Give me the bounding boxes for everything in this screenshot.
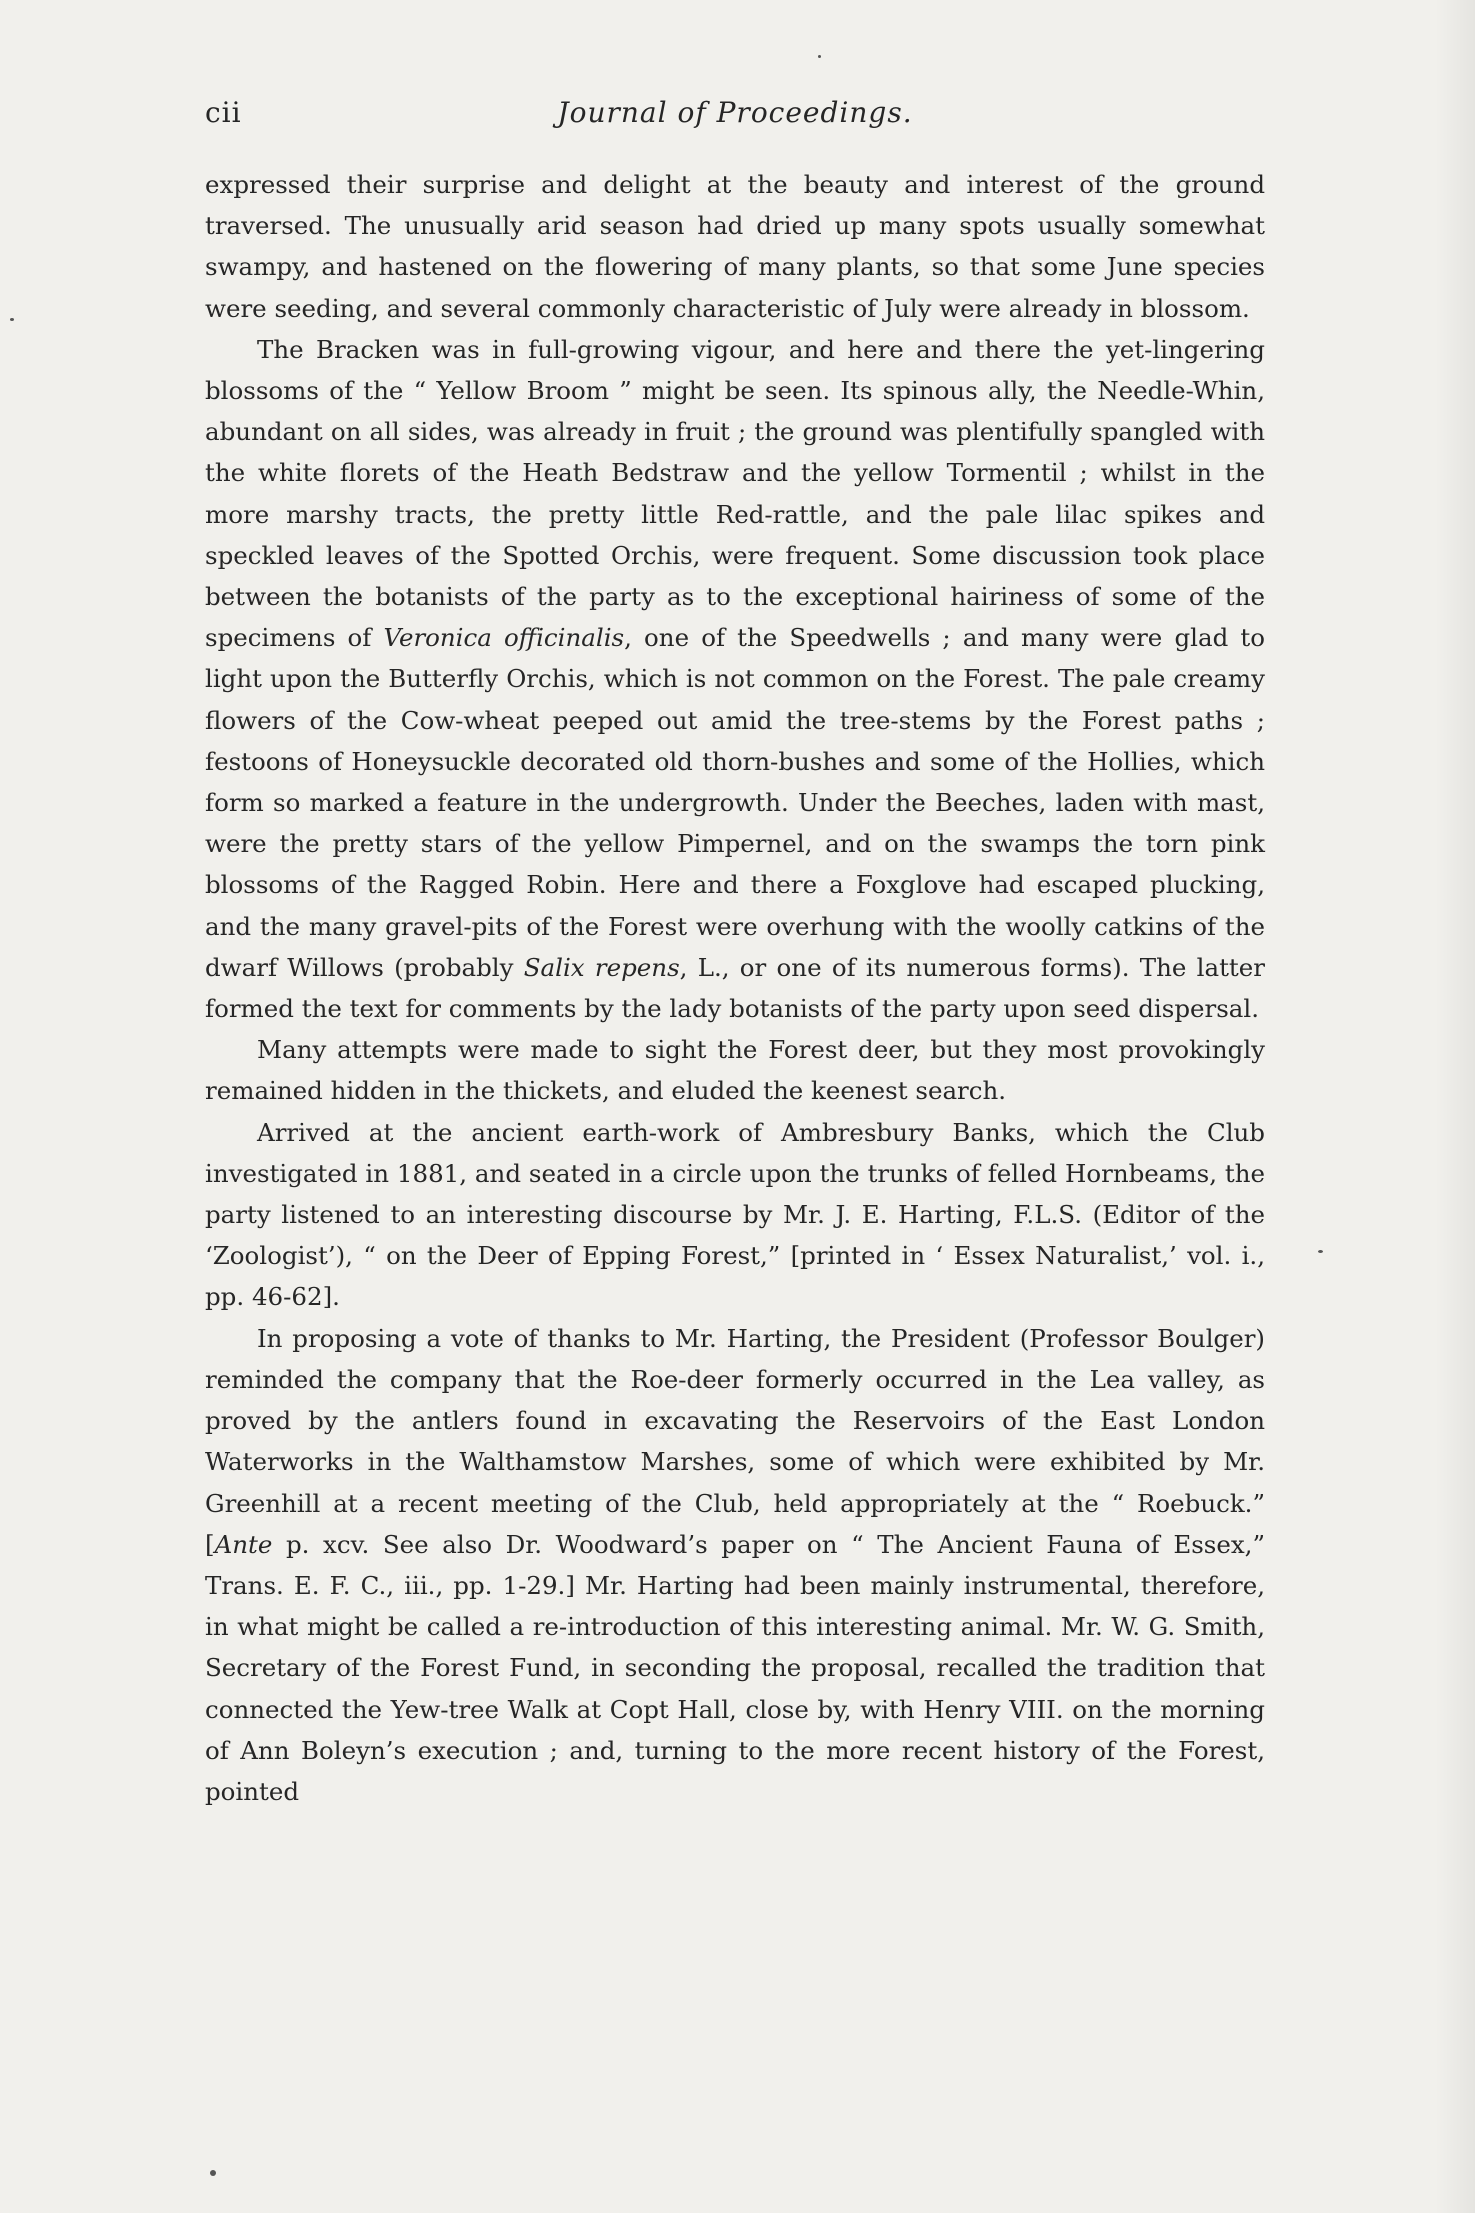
paragraph-5-text-2: p. xcv. See also Dr. Woodward’s paper on “ The Ancient Fauna of Essex,” Trans. E. F. C., iii., pp. 1-29.] Mr. Harting had been mainly instrumental, therefore, in what might be called a re-introduction of this interesting animal. Mr. W. G. Smith, Secretary of the Forest Fund, in seconding the proposal, recalled the tradition that connected the Yew-tree Walk at Copt Hall, close by, with Henry VIII. on the morning of Ann Boleyn’s execution ; and, turning to the more recent history of the Forest, pointed	[205, 1529, 1265, 1806]
paragraph-5-text-1: In proposing a vote of thanks to Mr. Harting, the President (Professor Boulger) reminded the company that the Roe-deer formerly occurred in the Lea valley, as proved by the antlers found in excavating the Reservoirs of the East London Waterworks in the Walthamstow Marshes, some of which were exhibited by Mr. Greenhill at a recent meeting of the Club, held appropriately at the “ Roebuck.” [	[205, 1323, 1265, 1559]
paragraph-2-text-2: , one of the Speedwells ; and many were glad to light upon the Butterfly Orchis, which is not common on the Forest. The pale creamy flowers of the Cow-wheat peeped out amid the tree-stems by the Forest paths ; festoons of Honeysuckle decorated old thorn-bushes and some of the Hollies, which form so marked a feature in the undergrowth. Under the Beeches, laden with mast, were the pretty stars of the yellow Pimpernel, and on the swamps the torn pink blossoms of the Ragged Robin. Here and there a Foxglove had escaped plucking, and the many gravel-pits of the Forest were overhung with the woolly catkins of the dwarf Willows (probably	[205, 623, 1265, 982]
ink-speck	[818, 55, 821, 58]
paragraph-2-italic-2: Salix repens	[523, 952, 680, 982]
page-header	[205, 96, 1265, 140]
ink-speck	[210, 2170, 216, 2176]
paragraph-1: expressed their surprise and delight at the beauty and interest of the ground traversed. The unusually arid season had dried up many spots usually somewhat swampy, and hastened on the flowering of many plants, so that some June species were seeding, and several commonly characteristic of July were already in blossom.	[205, 170, 1265, 323]
paragraph-3: Many attempts were made to sight the Forest deer, but they most provokingly remained hidden in the thickets, and eluded the keenest search.	[205, 1035, 1265, 1106]
paragraph-5-italic-1: Ante	[214, 1529, 273, 1559]
page-number: cii	[205, 96, 242, 129]
paragraph-2-text-3: , L., or one of its numerous forms). The latter formed the text for comments by the lady botanists of the party upon seed dispersal.	[205, 952, 1265, 1024]
paragraph-2	[205, 329, 1265, 1029]
ink-speck	[10, 318, 14, 321]
paragraph-5	[205, 1318, 1265, 1812]
ink-speck	[1318, 1250, 1323, 1253]
running-head: Journal of Proceedings.	[557, 96, 913, 129]
paragraph-2-italic-1: Veronica officinalis	[383, 623, 625, 653]
page-edge-shadow	[1435, 0, 1475, 2213]
body-text	[205, 164, 1265, 1812]
paragraph-4: Arrived at the ancient earth-work of Ambresbury Banks, which the Club investigated in 1881, and seated in a circle upon the trunks of felled Hornbeams, the party listened to an interesting discourse by Mr. J. E. Harting, F.L.S. (Editor of the ‘Zoologist’), “ on the Deer of Epping Forest,” [printed in ‘ Essex Naturalist,’ vol. i., pp. 46-62].	[205, 1117, 1265, 1312]
paragraph-2-text-1: The Bracken was in full-growing vigour, and here and there the yet-lingering blossoms of the “ Yellow Broom ” might be seen. Its spinous ally, the Needle-Whin, abundant on all sides, was already in fruit ; the ground was plentifully spangled with the white florets of the Heath Bedstraw and the yellow Tormentil ; whilst in the more marshy tracts, the pretty little Red-rattle, and the pale lilac spikes and speckled leaves of the Spotted Orchis, were frequent. Some discussion took place between the botanists of the party as to the exceptional hairiness of some of the specimens of	[205, 334, 1265, 653]
